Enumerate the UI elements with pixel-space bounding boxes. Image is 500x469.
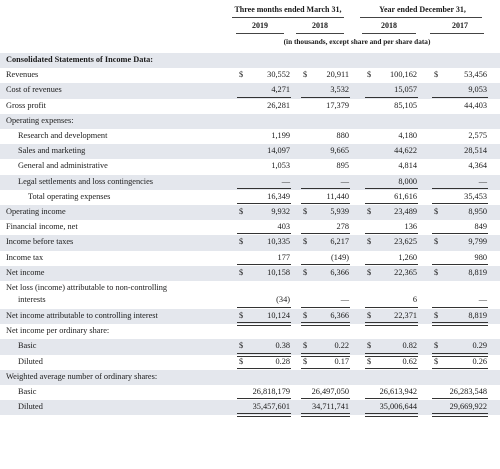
row-value-col2: 17,379 (326, 100, 349, 110)
double-underline (301, 413, 350, 417)
row-value-col4: 26,283,548 (449, 387, 487, 396)
statement-row (0, 385, 500, 400)
header-year-y2018: 2018 (381, 21, 397, 30)
row-value-col2: 6,366 (330, 267, 349, 277)
underline (365, 203, 418, 204)
header-group-year: Year ended December 31, (379, 5, 466, 14)
currency-symbol: $ (434, 311, 439, 320)
year-rule (430, 33, 484, 34)
row-value-col2: 278 (336, 222, 349, 232)
row-value-col4: 9,799 (468, 237, 487, 247)
statement-row (0, 99, 500, 114)
currency-symbol: $ (367, 341, 372, 351)
currency-symbol: $ (367, 311, 372, 320)
row-value-col2: 0.22 (334, 341, 349, 351)
row-label: General and administrative (18, 161, 108, 171)
currency-symbol: $ (367, 70, 372, 80)
currency-symbol: $ (434, 341, 439, 351)
row-label: Cost of revenues (6, 85, 62, 95)
row-label: Operating expenses: (6, 115, 74, 125)
row-value-col2: 3,532 (330, 85, 349, 95)
row-value-col4: 0.29 (472, 341, 487, 351)
underline (237, 307, 291, 308)
row-value-col4: 28,514 (464, 146, 487, 156)
header-rule-year (360, 17, 482, 18)
row-value-col3: 44,622 (394, 146, 417, 156)
row-label: Legal settlements and loss contingencies (18, 176, 154, 186)
row-value-col2: (149) (331, 252, 349, 262)
row-value-col3: 85,105 (394, 100, 417, 110)
year-rule (362, 33, 416, 34)
underline (237, 233, 291, 234)
row-value-col4: 8,950 (468, 207, 487, 216)
currency-symbol: $ (367, 237, 372, 247)
underline (365, 264, 418, 265)
row-label: Revenues (6, 70, 39, 80)
row-label: Net income (6, 267, 45, 277)
row-value-col1: 26,281 (267, 100, 290, 110)
row-value-col3: 4,180 (398, 131, 417, 140)
row-value-col1: 16,349 (267, 191, 290, 201)
row-value-col2: 6,366 (330, 311, 349, 320)
row-value-col4: 980 (474, 252, 487, 262)
row-value-col3: 22,371 (394, 311, 417, 320)
row-value-col4: 2,575 (468, 131, 487, 140)
row-value-col4: 849 (474, 222, 487, 232)
statement-row (0, 251, 500, 266)
header-year-y2017: 2017 (452, 21, 468, 30)
row-value-col2: 895 (336, 161, 349, 171)
row-label: Gross profit (6, 100, 46, 110)
row-value-col3: 6 (412, 295, 417, 304)
row-value-col3: 8,000 (398, 176, 417, 186)
row-value-col1: 10,335 (267, 237, 290, 247)
row-value-col2: 26,497,050 (311, 387, 349, 396)
row-label: Operating income (6, 207, 66, 216)
statement-row (0, 129, 500, 144)
row-value-col3: 23,489 (394, 207, 417, 216)
row-label: Net income per ordinary share: (6, 326, 110, 336)
row-value-col1: 10,124 (267, 311, 290, 320)
underline (301, 264, 350, 265)
row-value-col3: 1,260 (398, 252, 417, 262)
row-value-col1: 35,457,601 (252, 402, 290, 412)
row-value-col2: 34,711,741 (311, 402, 349, 412)
row-label: Weighted average number of ordinary shares: (6, 371, 158, 381)
year-rule (296, 33, 344, 34)
statement-row (0, 220, 500, 235)
row-value-col1: (34) (276, 295, 290, 304)
statement-row (0, 53, 500, 68)
row-value-col3: 23,625 (394, 237, 417, 247)
row-value-col3: 0.82 (402, 341, 417, 351)
units-note: (in thousands, except share and per share data) (283, 37, 431, 46)
row-value-col1: 0.28 (275, 356, 290, 366)
statement-row (0, 281, 500, 309)
row-value-col2: 0.17 (334, 356, 349, 366)
statement-row (0, 309, 500, 324)
year-rule (236, 33, 284, 34)
underline (301, 97, 350, 98)
row-value-col1: — (281, 176, 290, 186)
statement-row (0, 83, 500, 98)
row-value-col4: — (478, 176, 487, 186)
row-label: Financial income, net (6, 222, 78, 232)
underline (237, 97, 291, 98)
row-value-col4: 9,053 (468, 85, 487, 95)
row-value-col3: 15,057 (394, 85, 417, 95)
underline (301, 307, 350, 308)
row-value-col4: — (478, 295, 487, 304)
row-value-col4: 29,669,922 (449, 402, 487, 412)
currency-symbol: $ (239, 356, 244, 366)
currency-symbol: $ (303, 341, 308, 351)
currency-symbol: $ (303, 207, 308, 216)
row-value-col3: 35,006,644 (379, 402, 417, 412)
statement-row (0, 339, 500, 354)
row-label: Research and development (18, 131, 108, 140)
double-underline (365, 413, 418, 417)
row-value-col2: 11,440 (326, 191, 349, 201)
row-label: Sales and marketing (18, 146, 86, 156)
row-value-col1: 403 (277, 222, 290, 232)
row-value-col2: — (340, 176, 349, 186)
row-value-col1: 10,158 (267, 267, 290, 277)
row-value-col4: 44,403 (464, 100, 487, 110)
underline (365, 188, 418, 189)
row-label: Diluted (18, 402, 43, 412)
statement-row (0, 355, 500, 370)
row-value-col4: 8,819 (468, 267, 487, 277)
row-value-col3: 4,814 (398, 161, 417, 171)
underline (365, 97, 418, 98)
underline (432, 307, 488, 308)
currency-symbol: $ (239, 311, 244, 320)
currency-symbol: $ (239, 207, 244, 216)
currency-symbol: $ (239, 70, 244, 80)
underline (301, 233, 350, 234)
row-value-col1: 1,199 (271, 131, 290, 140)
row-value-col1: 4,271 (271, 85, 290, 95)
double-underline (432, 413, 488, 417)
double-underline (237, 413, 291, 417)
underline (365, 233, 418, 234)
currency-symbol: $ (367, 356, 372, 366)
row-label: Net income attributable to controlling interest (6, 311, 158, 320)
row-value-col4: 53,456 (464, 70, 487, 80)
row-value-col2: 5,939 (330, 207, 349, 216)
currency-symbol: $ (303, 267, 308, 277)
row-label: Total operating expenses (28, 191, 111, 201)
row-label: Basic (18, 387, 37, 396)
underline (237, 203, 291, 204)
row-label: Income before taxes (6, 237, 74, 247)
currency-symbol: $ (239, 237, 244, 247)
row-value-col1: 9,932 (271, 207, 290, 216)
row-value-col2: 6,217 (330, 237, 349, 247)
row-value-col1: 177 (277, 252, 290, 262)
row-label: Consolidated Statements of Income Data: (6, 55, 154, 64)
row-label: Basic (18, 341, 37, 351)
row-value-col2: 880 (336, 131, 349, 140)
statement-row (0, 266, 500, 281)
row-value-col3: 100,162 (390, 70, 417, 80)
currency-symbol: $ (303, 70, 308, 80)
statement-row (0, 205, 500, 220)
row-value-col4: 35,453 (464, 191, 487, 201)
currency-symbol: $ (239, 341, 244, 351)
statement-row (0, 144, 500, 159)
underline (237, 188, 291, 189)
underline (432, 188, 488, 189)
row-value-col1: 0.38 (275, 341, 290, 351)
row-label: Net loss (income) attributable to non-controlling (6, 283, 168, 292)
statement-row (0, 235, 500, 250)
currency-symbol: $ (434, 356, 439, 366)
underline (432, 97, 488, 98)
underline (301, 188, 350, 189)
currency-symbol: $ (303, 311, 308, 320)
header-year-q2018: 2018 (312, 21, 328, 30)
header-rule-three-months (232, 17, 344, 18)
underline (237, 264, 291, 265)
row-value-col1: 30,552 (267, 70, 290, 80)
row-label-continued: interests (18, 295, 46, 304)
statement-row (0, 175, 500, 190)
statement-row (0, 159, 500, 174)
underline (301, 203, 350, 204)
row-value-col1: 14,097 (267, 146, 290, 156)
row-value-col3: 61,616 (394, 191, 417, 201)
underline (432, 264, 488, 265)
currency-symbol: $ (367, 267, 372, 277)
underline (365, 307, 418, 308)
row-value-col3: 22,365 (394, 267, 417, 277)
currency-symbol: $ (434, 267, 439, 277)
currency-symbol: $ (434, 70, 439, 80)
row-value-col3: 26,613,942 (379, 387, 417, 396)
statement-row (0, 324, 500, 339)
statement-row (0, 370, 500, 385)
row-value-col4: 8,819 (468, 311, 487, 320)
header-group-three-months: Three months ended March 31, (234, 5, 342, 14)
currency-symbol: $ (239, 267, 244, 277)
statement-row (0, 190, 500, 205)
statement-row (0, 114, 500, 129)
underline (432, 233, 488, 234)
row-value-col2: 9,665 (330, 146, 349, 156)
currency-symbol: $ (303, 237, 308, 247)
row-value-col1: 1,053 (271, 161, 290, 171)
currency-symbol: $ (434, 237, 439, 247)
currency-symbol: $ (434, 207, 439, 216)
row-value-col2: 20,911 (326, 70, 349, 80)
row-label: Income tax (6, 252, 44, 262)
statement-row (0, 400, 500, 415)
currency-symbol: $ (303, 356, 308, 366)
row-value-col4: 4,364 (468, 161, 487, 171)
header-year-q2019: 2019 (252, 21, 268, 30)
row-label: Diluted (18, 356, 43, 366)
row-value-col2: — (340, 295, 349, 304)
statement-row (0, 68, 500, 83)
row-value-col3: 0.62 (402, 356, 417, 366)
underline (432, 203, 488, 204)
row-value-col1: 26,818,179 (252, 387, 290, 396)
row-value-col4: 0.26 (472, 356, 487, 366)
currency-symbol: $ (367, 207, 372, 216)
row-value-col3: 136 (404, 222, 417, 232)
